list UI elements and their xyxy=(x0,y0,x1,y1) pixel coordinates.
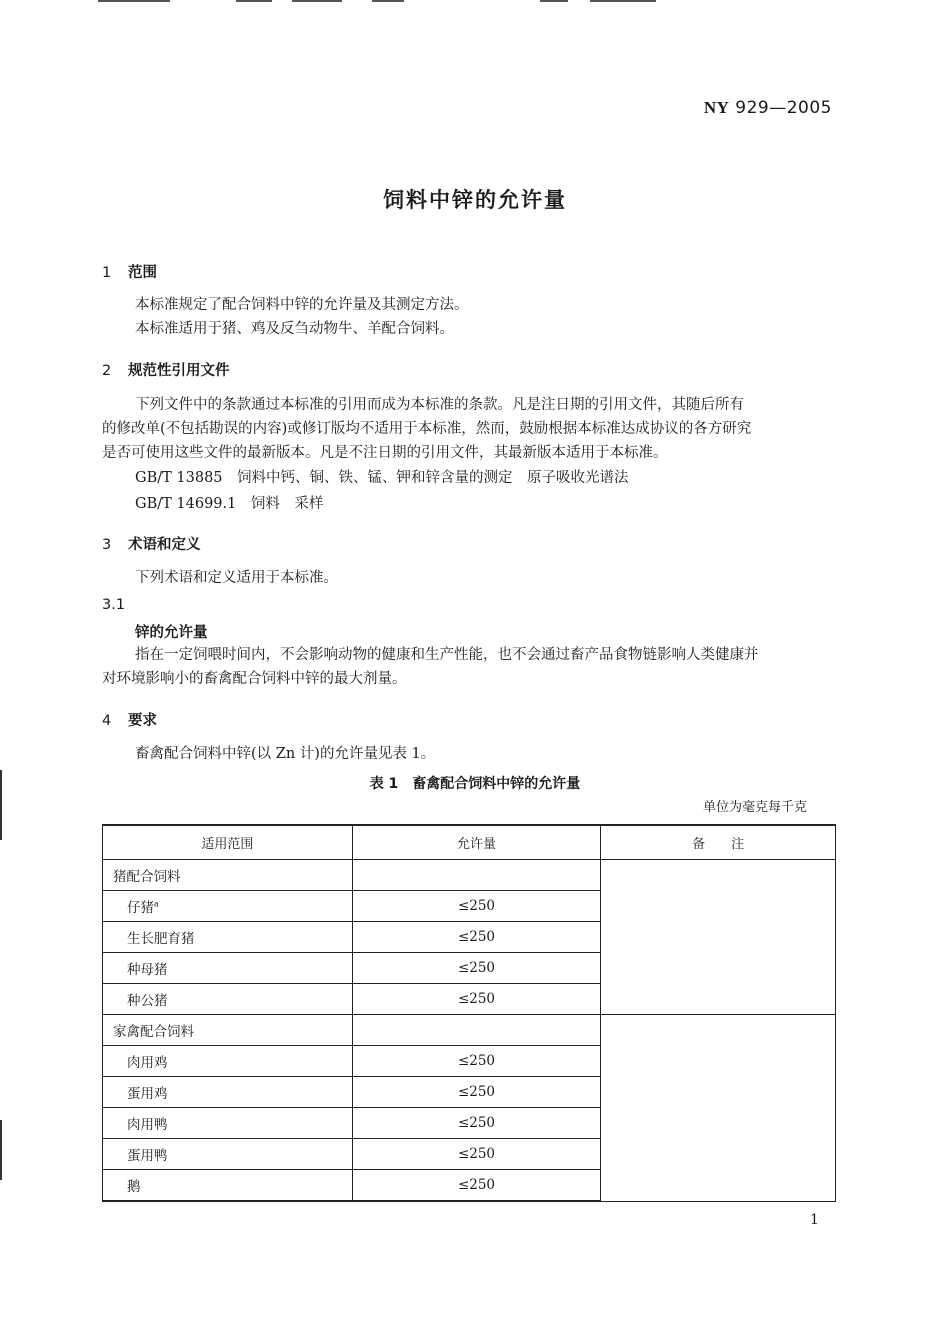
value-cell: ≤250 xyxy=(352,1139,601,1170)
scan-artifact xyxy=(0,1120,2,1180)
category-cell: 家禽配合饲料 xyxy=(103,1015,353,1046)
value-cell: ≤250 xyxy=(352,984,601,1015)
section-3-heading: 3 术语和定义 xyxy=(102,537,201,553)
scan-artifact xyxy=(540,0,568,2)
scan-artifact xyxy=(372,0,404,2)
item-cell: 肉用鸡 xyxy=(103,1046,353,1077)
document-title: 饲料中锌的允许量 xyxy=(383,188,567,212)
item-cell: 蛋用鸡 xyxy=(103,1077,353,1108)
value-cell: ≤250 xyxy=(352,1077,601,1108)
scan-artifact xyxy=(590,0,656,2)
value-cell: ≤250 xyxy=(352,1108,601,1139)
header-scope: 适用范围 xyxy=(103,825,353,860)
section-1-heading: 1 范围 xyxy=(102,265,157,281)
item-cell: 肉用鸭 xyxy=(103,1108,353,1139)
remarks-cell xyxy=(601,860,836,1015)
table-header-row xyxy=(103,825,836,860)
section-4-heading: 4 要求 xyxy=(102,713,157,729)
item-cell: 种公猪 xyxy=(103,984,353,1015)
value-cell xyxy=(352,860,601,891)
term-zinc-allowance: 锌的允许量 xyxy=(135,625,208,641)
section-2-paragraph-line-3: 是否可使用这些文件的最新版本。凡是不注日期的引用文件，其最新版本适用于本标准。 xyxy=(102,445,668,461)
item-cell: 鹅 xyxy=(103,1170,353,1202)
definition-line-2: 对环境影响小的畜禽配合饲料中锌的最大剂量。 xyxy=(102,671,407,687)
item-cell: 种母猪 xyxy=(103,953,353,984)
scan-artifact xyxy=(292,0,342,2)
scan-artifact xyxy=(98,0,170,2)
section-1-paragraph-2: 本标准适用于猪、鸡及反刍动物牛、羊配合饲料。 xyxy=(135,321,454,337)
section-1-paragraph-1: 本标准规定了配合饲料中锌的允许量及其测定方法。 xyxy=(135,297,469,313)
table-row xyxy=(103,860,836,891)
subsection-3-1-number: 3.1 xyxy=(102,597,126,613)
item-cell: 蛋用鸭 xyxy=(103,1139,353,1170)
section-2-paragraph-line-1: 下列文件中的条款通过本标准的引用而成为本标准的条款。凡是注日期的引用文件，其随后所有 xyxy=(135,397,744,413)
value-cell: ≤250 xyxy=(352,953,601,984)
standard-code: NY 929—2005 xyxy=(703,98,832,118)
section-2-heading: 2 规范性引用文件 xyxy=(102,363,230,379)
value-cell: ≤250 xyxy=(352,891,601,922)
category-cell: 猪配合饲料 xyxy=(103,860,353,891)
section-4-paragraph-1: 畜禽配合饲料中锌(以 Zn 计)的允许量见表 1。 xyxy=(135,746,436,762)
section-3-paragraph-1: 下列术语和定义适用于本标准。 xyxy=(135,570,338,586)
value-cell: ≤250 xyxy=(352,1170,601,1202)
table-row xyxy=(103,1015,836,1046)
table-caption: 表 1 畜禽配合饲料中锌的允许量 xyxy=(369,776,581,792)
value-cell: ≤250 xyxy=(352,1046,601,1077)
definition-line-1: 指在一定饲喂时间内，不会影响动物的健康和生产性能，也不会通过畜产品食物链影响人类健康并 xyxy=(135,647,759,663)
header-allowance: 允许量 xyxy=(352,825,601,860)
reference-gbt-14699: GB/T 14699.1 饲料 采样 xyxy=(135,496,324,512)
zinc-allowance-table xyxy=(102,824,836,1202)
page-number: 1 xyxy=(810,1212,819,1228)
value-cell xyxy=(352,1015,601,1046)
footnote-marker: a xyxy=(154,899,159,909)
scan-artifact xyxy=(236,0,272,2)
header-remarks: 备 注 xyxy=(601,825,836,860)
value-cell: ≤250 xyxy=(352,922,601,953)
section-2-paragraph-line-2: 的修改单(不包括勘误的内容)或修订版均不适用于本标准，然而，鼓励根据本标准达成协议的各方研究 xyxy=(102,421,752,437)
item-cell: 生长肥育猪 xyxy=(103,922,353,953)
remarks-cell xyxy=(601,1015,836,1202)
reference-gbt-13885: GB/T 13885 饲料中钙、铜、铁、锰、钾和锌含量的测定 原子吸收光谱法 xyxy=(135,470,629,486)
item-cell: 仔猪$^a$ xyxy=(103,891,353,922)
table-unit: 单位为毫克每千克 xyxy=(702,800,807,815)
